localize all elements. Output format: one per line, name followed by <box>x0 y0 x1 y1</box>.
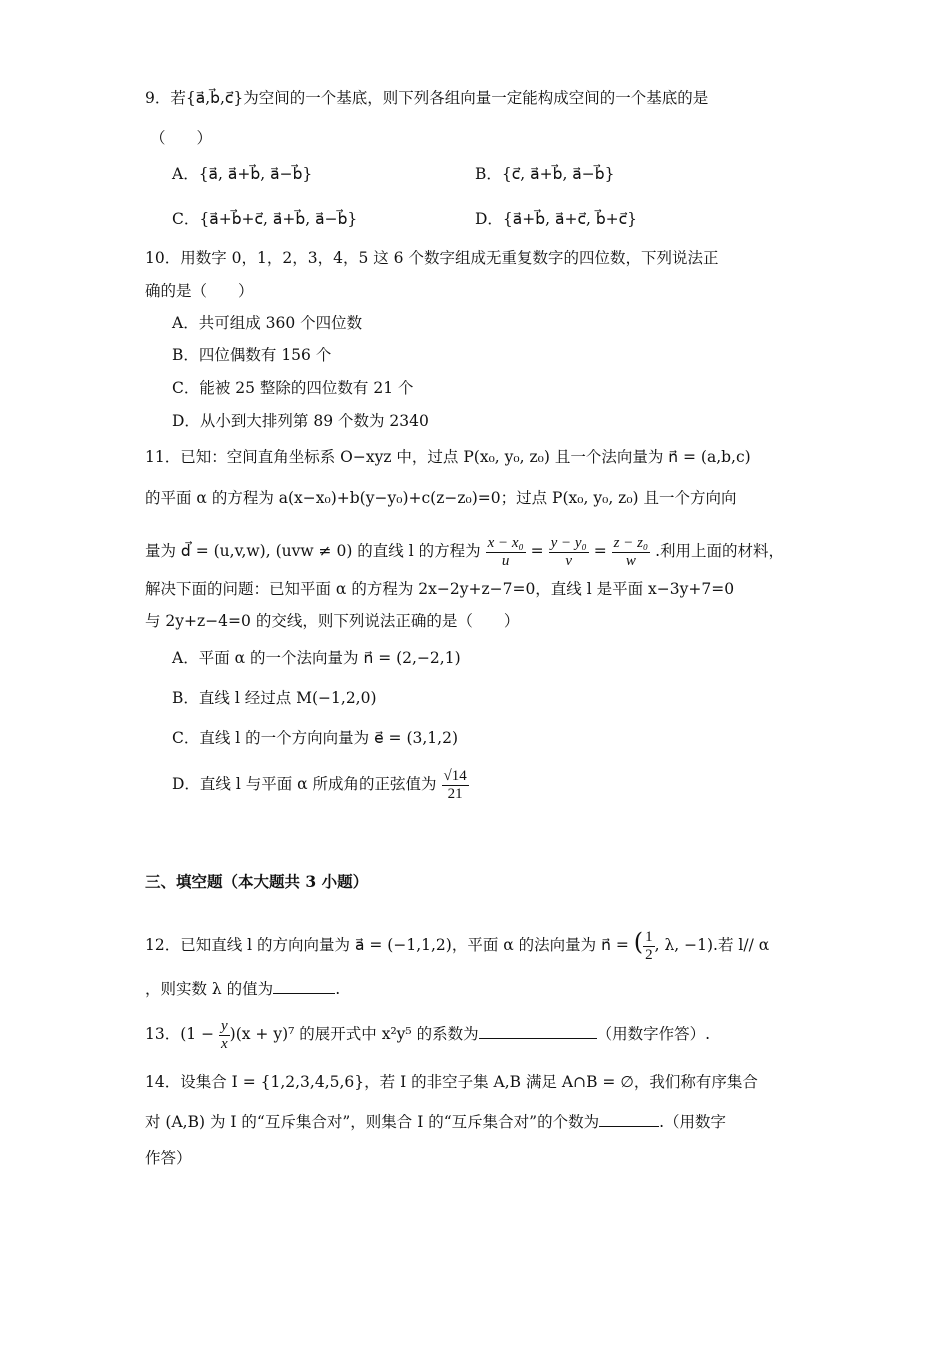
q11-fraction-y-denominator: v <box>565 552 572 569</box>
q11-fraction-y <box>549 535 589 570</box>
q11-line-3-text: 量为 d⃗ = (u,v,w), (uvw ≠ 0) 的直线 l 的方程为 <box>145 542 481 560</box>
q10-stem-line-2: 确的是（ ） <box>145 282 254 300</box>
q12-answer-blank[interactable] <box>273 979 335 994</box>
q9-option-d: D．{a⃗+b⃗, a⃗+c⃗, b⃗+c⃗} <box>475 210 638 228</box>
q14-line-1: 14．设集合 I = {1,2,3,4,5,6}，若 I 的非空子集 A,B 满足 A∩B = ∅，我们称有序集合 <box>145 1073 758 1091</box>
q14-line-2-tail: .（用数字 <box>659 1113 727 1131</box>
q11-option-d-fraction <box>442 768 469 803</box>
q13-expression: )(x + y)⁷ 的展开式中 x²y⁵ 的系数为 <box>229 1025 479 1043</box>
q13-tail: （用数字作答）. <box>596 1025 711 1043</box>
q11-fraction-z <box>612 535 651 570</box>
q13-fraction-denominator: x <box>221 1035 228 1052</box>
q13-fraction-numerator: y <box>221 1017 228 1034</box>
section-heading-fill-in: 三、填空题（本大题共 3 小题） <box>145 872 369 891</box>
q11-line-3 <box>145 531 784 571</box>
q10-option-a: A．共可组成 360 个四位数 <box>172 314 363 332</box>
q14-line-2 <box>145 1110 726 1134</box>
q12-fraction-denominator: 2 <box>645 946 653 963</box>
q9-paren: （ ） <box>150 129 213 147</box>
q12-fraction-numerator: 1 <box>645 928 653 945</box>
q9-option-b: B．{c⃗, a⃗+b⃗, a⃗−b⃗} <box>475 165 615 183</box>
q11-equals-2: = <box>593 542 607 560</box>
q11-fraction-x-denominator: u <box>501 552 510 569</box>
q14-answer-blank[interactable] <box>599 1112 659 1127</box>
q12-line-2-text: ，则实数 λ 的值为 <box>145 980 274 998</box>
q12-paren-open: ( <box>633 928 644 956</box>
q12-fraction <box>643 929 655 964</box>
q11-option-c: C．直线 l 的一个方向向量为 e⃗ = (3,1,2) <box>172 729 459 747</box>
q9-stem: 9．若{a⃗,b⃗,c⃗}为空间的一个基底，则下列各组向量一定能构成空间的一个基底的是 <box>145 89 709 107</box>
q11-option-a: A．平面 α 的一个法向量为 n⃗ = (2,−2,1) <box>172 649 461 667</box>
q11-fraction-z-numerator: z − z₀ <box>613 534 649 551</box>
q11-fraction-z-denominator: w <box>625 552 636 569</box>
q11-option-d-numerator: √14 <box>443 767 467 784</box>
q10-option-b: B．四位偶数有 156 个 <box>172 346 332 364</box>
q11-line-1: 11．已知：空间直角坐标系 O−xyz 中，过点 P(x₀, y₀, z₀) 且一个法向量为 n⃗ = (a,b,c) <box>145 448 751 466</box>
q13-paren-open: (1 − <box>180 1025 215 1043</box>
q10-stem-line-1: 10．用数字 0，1，2，3，4，5 这 6 个数字组成无重复数字的四位数，下列说法正 <box>145 249 719 267</box>
q11-option-d <box>172 764 469 804</box>
q11-option-d-text: D．直线 l 与平面 α 所成角的正弦值为 <box>172 775 437 793</box>
q12-line-2-end: . <box>335 980 341 998</box>
q11-option-b: B．直线 l 经过点 M(−1,2,0) <box>172 689 377 707</box>
q11-fraction-x-numerator: x − x₀ <box>487 534 524 551</box>
q11-line-5: 与 2y+z−4=0 的交线，则下列说法正确的是（ ） <box>145 612 520 630</box>
q10-option-c: C．能被 25 整除的四位数有 21 个 <box>172 379 414 397</box>
q11-fraction-y-numerator: y − y₀ <box>550 534 587 551</box>
q12-line-1-text: 12．已知直线 l 的方向向量为 a⃗ = (−1,1,2)，平面 α 的法向量为 n⃗ = <box>145 936 629 954</box>
q11-equals-1: = <box>530 542 544 560</box>
q12-line-1-tail: , λ, −1).若 l// α <box>654 936 770 954</box>
q12-line-1 <box>145 922 769 965</box>
q11-line-3-tail: .利用上面的材料， <box>655 542 785 560</box>
q12-line-2 <box>145 977 340 1001</box>
q11-fraction-x <box>486 535 526 570</box>
q11-line-4: 解决下面的问题：已知平面 α 的方程为 2x−2y+z−7=0，直线 l 是平面 x−3y+7=0 <box>145 580 735 598</box>
q14-line-2-text: 对 (A,B) 为 I 的“互斥集合对”，则集合 I 的“互斥集合对”的个数为 <box>145 1113 600 1131</box>
q9-option-c: C．{a⃗+b⃗+c⃗, a⃗+b⃗, a⃗−b⃗} <box>172 210 358 228</box>
q13-fraction <box>219 1018 230 1053</box>
q13-answer-blank[interactable] <box>479 1024 597 1039</box>
q9-option-a: A．{a⃗, a⃗+b⃗, a⃗−b⃗} <box>172 165 313 183</box>
q14-line-3: 作答） <box>145 1149 192 1167</box>
q11-line-2: 的平面 α 的方程为 a(x−x₀)+b(y−y₀)+c(z−z₀)=0；过点 P(x₀, y₀, z₀) 且一个方向向 <box>145 489 737 507</box>
q13-number: 13． <box>145 1025 181 1043</box>
q10-option-d: D．从小到大排列第 89 个数为 2340 <box>172 412 429 430</box>
q13-line <box>145 1013 710 1055</box>
q11-option-d-denominator: 21 <box>447 785 463 802</box>
